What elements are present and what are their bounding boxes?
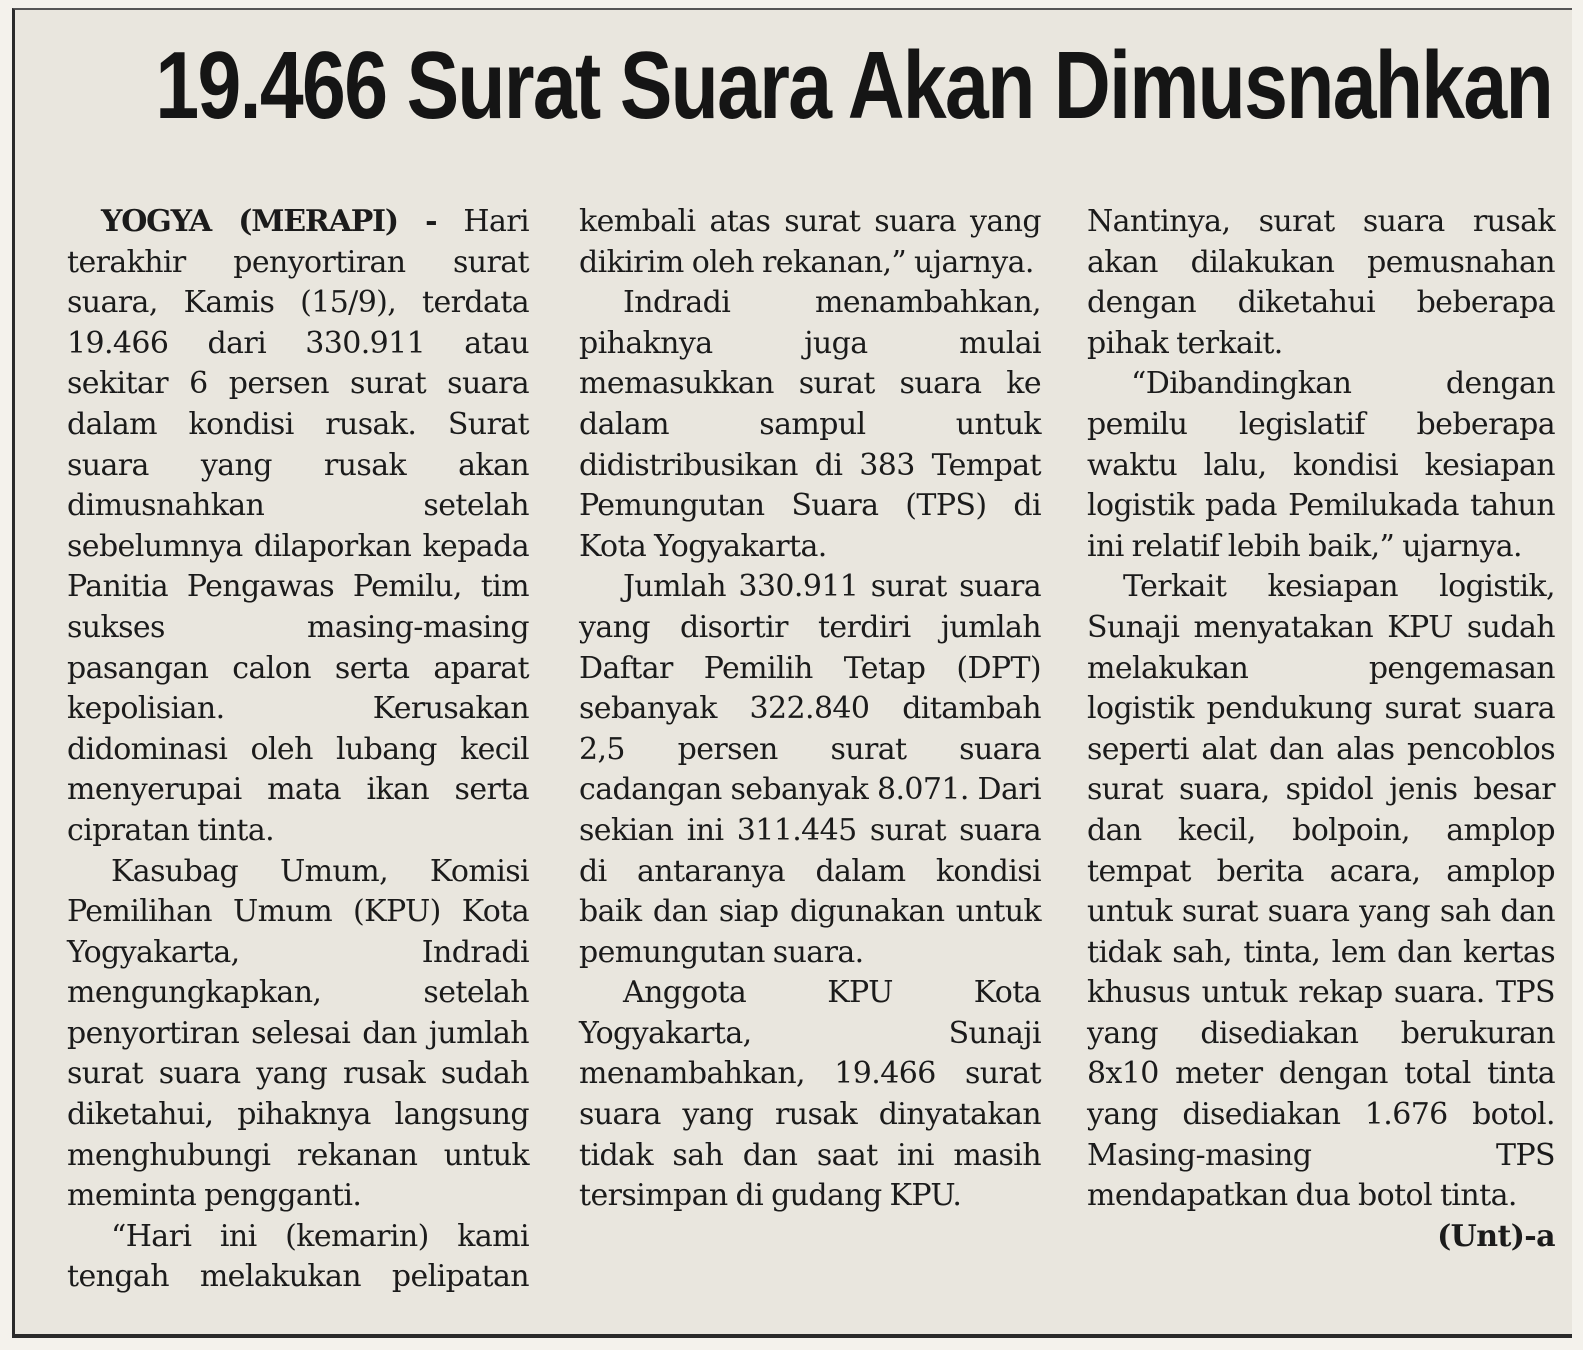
paragraph: “Hari ini (kemarin) kami tengah melakukan pelipatan xyxy=(67,1218,529,1295)
paragraph: Kasubag Umum, Komisi Pemilihan Umum (KPU) Kota Yogyakarta, Indradi mengungkapkan, setelah penyortiran selesai dan jumlah surat suara yang rusak sudah diketahui, pihaknya langsung menghubungi rekanan untuk meminta pengganti. xyxy=(67,853,529,1214)
paragraph-text: Terkait kesiapan logistik, Sunaji menyatakan KPU sudah melakukan pengemasan logistik pendukung surat suara seperti alat dan alas pencoblos surat suara, spidol jenis besar dan kecil, bolpoin, amplop tempat berita acara, amplop untuk surat suara yang sah dan tidak sah, tinta, lem dan kertas khusus untuk rekap suara. TPS yang disediakan berukuran 8x10 meter dengan total tinta yang disediakan 1.676 botol. Masing-masing TPS mendapatkan dua botol tinta. xyxy=(1087,569,1555,1214)
paragraph-text: Hari terakhir penyortiran surat suara, Kamis (15/9), terdata 19.466 dari 330.911 atau sekitar 6 persen surat suara dalam kondisi rusak. Surat suara yang rusak akan dimusnahkan setelah sebelumnya dilaporkan kepada Panitia Pengawas Pemilu, tim sukses masing-masing pasangan calon serta aparat kepolisian. Kerusakan didominasi oleh lubang kecil menyerupai mata ikan serta cipratan tinta. xyxy=(67,204,529,848)
paragraph xyxy=(1087,567,1555,1254)
paragraph xyxy=(67,202,529,852)
paragraph: Indradi menambahkan, pihaknya juga mulai memasukkan surat suara ke dalam sampul untuk didistribusikan di 383 Tempat Pemungutan Suara (TPS) di Kota Yogyakarta. xyxy=(579,285,1041,564)
paragraph: Nantinya, surat suara rusak akan dilakukan pemusnahan dengan diketahui beberapa pihak terkait. xyxy=(1087,204,1555,361)
column-1 xyxy=(67,202,529,1298)
paragraph: kembali atas surat suara yang dikirim oleh rekanan,” ujarnya. xyxy=(579,204,1041,280)
paragraph: “Dibandingkan dengan pemilu legislatif beberapa waktu lalu, kondisi kesiapan logistik pada Pemilukada tahun ini relatif lebih baik,” ujarnya. xyxy=(1087,366,1555,564)
author-signature: (Unt)-a xyxy=(1437,1218,1555,1254)
newspaper-clipping xyxy=(12,8,1572,1338)
paragraph: Jumlah 330.911 surat suara yang disortir terdiri jumlah Daftar Pemilih Tetap (DPT) sebanyak 322.840 ditambah 2,5 persen surat suara cadangan sebanyak 8.071. Dari sekian ini 311.445 surat suara di antaranya dalam kondisi baik dan siap digunakan untuk pemungutan suara. xyxy=(579,569,1041,970)
column-3 xyxy=(1087,202,1555,1257)
dateline: YOGYA (MERAPI) - xyxy=(101,204,437,239)
headline: 19.466 Surat Suara Akan Dimusnahkan xyxy=(155,32,1553,139)
column-2 xyxy=(579,202,1041,1217)
paragraph: Anggota KPU Kota Yogyakarta, Sunaji menambahkan, 19.466 surat suara yang rusak dinyatakan tidak sah dan saat ini masih tersimpan di gudang KPU. xyxy=(579,975,1041,1214)
